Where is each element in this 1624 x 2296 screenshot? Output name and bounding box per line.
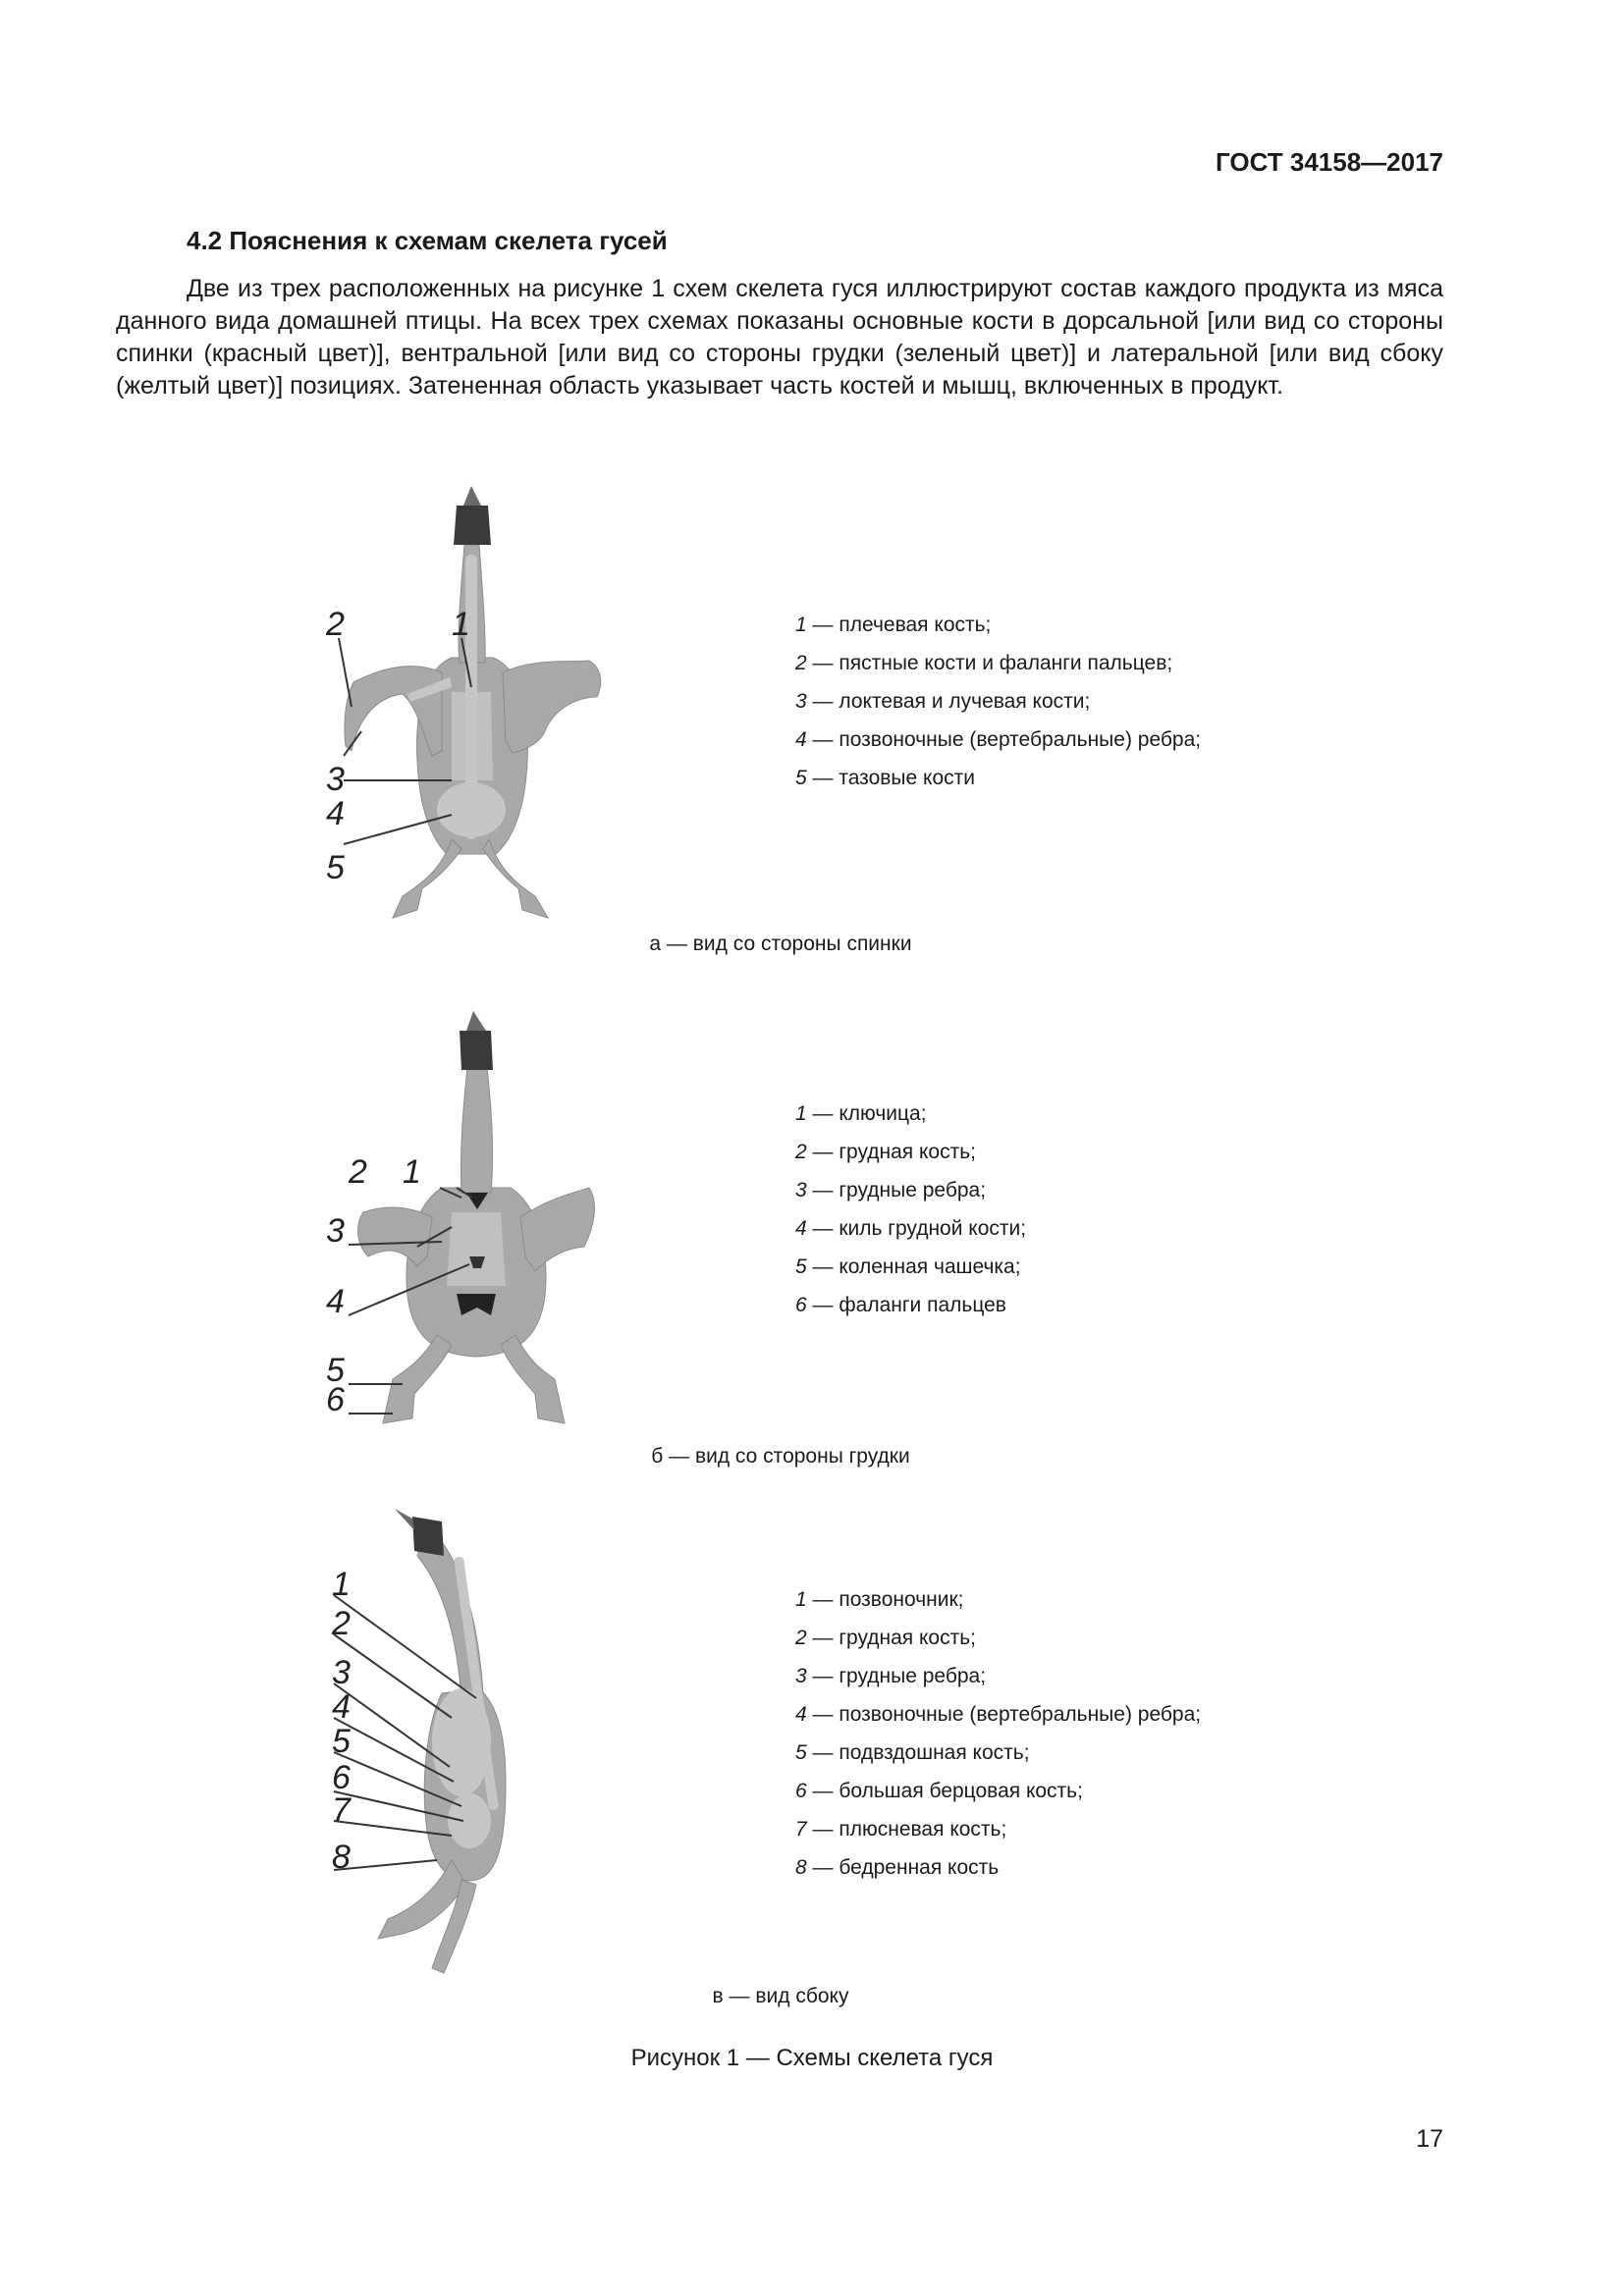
legend-item: 3 — грудные ребра; — [795, 1665, 987, 1687]
legend-item: 8 — бедренная кость — [795, 1856, 1000, 1879]
legend-item: 3 — грудные ребра; — [795, 1179, 987, 1201]
caption-lateral: в — вид сбоку — [712, 1985, 849, 2007]
left-leg-ventral — [383, 1335, 452, 1423]
callout-5: 5 — [326, 849, 345, 886]
callout-3: 3 — [326, 761, 345, 798]
legend-item: 7 — плюсневая кость; — [795, 1818, 1007, 1841]
legend-item: 6 — большая берцовая кость; — [795, 1780, 1083, 1802]
beak-ventral — [466, 1011, 486, 1031]
legend-item: 5 — коленная чашечка; — [795, 1255, 1021, 1278]
left-wing-dorsal — [345, 667, 442, 756]
callout-7: 7 — [332, 1791, 351, 1829]
callout-5: 5 — [332, 1723, 351, 1760]
legend-item: 1 — позвоночник; — [795, 1588, 964, 1611]
callout-4: 4 — [326, 1283, 345, 1320]
legend-item: 4 — позвоночные (вертебральные) ребра; — [795, 1703, 1202, 1726]
callout-2: 2 — [326, 606, 345, 643]
head-dorsal — [454, 506, 491, 545]
legend-dorsal — [795, 606, 1201, 797]
legend-item: 2 — грудная кость; — [795, 1141, 976, 1163]
head-ventral — [460, 1031, 493, 1070]
right-wing-ventral — [520, 1188, 594, 1271]
legend-item: 3 — локтевая и лучевая кости; — [795, 690, 1091, 713]
section-title: 4.2 Пояснения к схемам скелета гусей — [187, 226, 668, 255]
intro-paragraph: Две из трех расположенных на рисунке 1 схем скелета гуся иллюстрируют состав каждого продукта из мяса данного вида домашней птицы. На всех трех схемах показаны основные кости в дорсальной [или вид со стороны спинки (красный цвет)], вентральной [или вид со стороны грудки (зеленый цвет)] и латеральной [или вид сбоку (желтый цвет)] позициях. Затененная область указывает часть костей и мышц, включенных в продукт. — [116, 275, 1443, 400]
callout-3: 3 — [332, 1654, 351, 1691]
neck-ventral — [460, 1050, 492, 1193]
left-wing-ventral — [358, 1207, 432, 1266]
head-lateral — [412, 1517, 444, 1556]
left-leg-dorsal — [393, 839, 461, 918]
legend-lateral — [795, 1580, 1201, 1887]
pelvis-dorsal — [437, 782, 506, 837]
caption-dorsal: а — вид со стороны спинки — [649, 933, 912, 955]
legend-item: 2 — пястные кости и фаланги пальцев; — [795, 652, 1173, 674]
legend-item: 4 — позвоночные (вертебральные) ребра; — [795, 728, 1202, 751]
legend-item: 1 — ключица; — [795, 1102, 927, 1125]
callout-4: 4 — [332, 1688, 351, 1726]
callout-1: 1 — [332, 1566, 351, 1603]
caption-ventral: б — вид со стороны грудки — [651, 1445, 910, 1468]
callout-6: 6 — [326, 1381, 345, 1418]
figure-title: Рисунок 1 — Схемы скелета гуся — [630, 2045, 994, 2071]
legend-item: 1 — плечевая кость; — [795, 614, 992, 636]
legend-item: 6 — фаланги пальцев — [795, 1294, 1006, 1316]
beak-dorsal — [463, 486, 481, 506]
diagram-ventral-view — [304, 991, 638, 1443]
legend-item: 5 — тазовые кости — [795, 767, 975, 789]
callout-3: 3 — [326, 1212, 345, 1250]
callout-1: 1 — [403, 1153, 421, 1191]
legend-item: 4 — киль грудной кости; — [795, 1217, 1027, 1240]
right-leg-dorsal — [483, 839, 548, 918]
beak-lateral — [395, 1509, 414, 1530]
legend-item: 2 — грудная кость; — [795, 1627, 976, 1649]
callout-5: 5 — [326, 1352, 345, 1389]
callout-1: 1 — [452, 606, 470, 643]
legend-item: 5 — подвздошная кость; — [795, 1741, 1030, 1764]
ribs-dorsal — [452, 692, 493, 780]
callout-6: 6 — [332, 1759, 351, 1796]
page-number: 17 — [1416, 2125, 1443, 2153]
legend-ventral — [795, 1095, 1026, 1324]
right-wing-dorsal — [503, 661, 601, 753]
right-leg-ventral — [501, 1335, 565, 1423]
document-number: ГОСТ 34158—2017 — [1216, 147, 1443, 177]
callout-4: 4 — [326, 795, 345, 832]
callout-8: 8 — [332, 1839, 351, 1876]
callout-2: 2 — [349, 1153, 367, 1191]
diagram-lateral-view — [304, 1497, 638, 1978]
ilium-lateral — [448, 1793, 491, 1848]
callout-2: 2 — [332, 1605, 351, 1642]
sternum-ventral — [447, 1212, 506, 1286]
diagram-dorsal-view — [304, 486, 638, 928]
